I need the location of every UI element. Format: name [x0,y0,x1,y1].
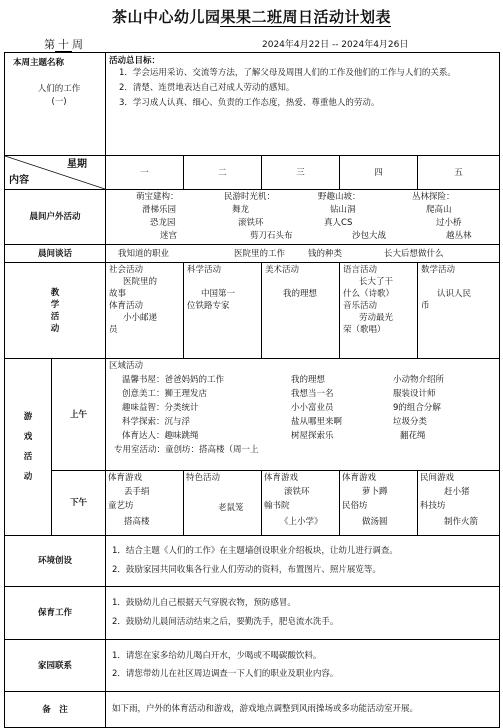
teaching-wednesday: 美术活动 我的理想 [262,263,340,359]
outdoor-item: 滚铁环 [238,218,264,228]
game-label: 游 戏 活 动 [5,359,52,536]
environment-label: 环境创设 [5,536,106,587]
game-am-cell: 区域活动 温馨书屋：爸爸妈妈的工作 我的理想 小动物介绍所 创意美工：狮王理发店 我想当一名 服装设计师 趣味益智：分类统计 小小富业员 9的组合分解 科学探索：沉与浮 盐从哪里来啊 垃圾分类 体育达人：趣味跳绳 树屋探索乐 翻花绳 专用室活动：童创坊：搭高楼（周一上 [106,359,500,471]
talk-cell [106,245,500,263]
week-prefix: 第 [44,38,55,51]
care-label: 保育工作 [5,587,106,640]
talk-item: 长大后想做什么 [384,249,444,259]
goal-item: 1．学会运用采访、交流等方法，了解父母及周围人们的工作及他们的工作与人们的关系。 [119,68,456,78]
outdoor-item: 野趣山坡： [318,192,361,202]
family-cell: 1．请您在家多给幼儿喝白开水，少喝或不喝碳酸饮料。 2．请您带幼儿在社区周边调查一下人们的职业及职业内容。 [106,640,500,692]
talk-row [5,245,500,263]
outdoor-item: 钻山洞 [330,205,356,215]
morning-label: 上午 [52,359,106,471]
day-thursday: 四 [340,156,418,190]
theme-number: (一) [51,97,67,107]
plan-table [4,52,500,728]
environment-row [5,536,500,587]
outdoor-item: 爬高山 [426,205,452,215]
outdoor-item: 过小桥 [436,218,462,228]
week-number: 十 [55,38,72,52]
kindergarten-name: 茶山中心幼儿园 [111,8,221,26]
afternoon-label: 下午 [52,471,106,536]
care-row [5,587,500,640]
teaching-friday: 数学活动 认识人民 币 [418,263,500,359]
outdoor-label: 晨间户外活动 [5,190,106,245]
care-cell: 1．鼓励幼儿自己根据天气穿脱衣物，预防感冒。 2．鼓励幼儿晨间活动结束之后，要勤洗手，肥皂流水洗手。 [106,587,500,640]
title-suffix: 班周日活动计划表 [267,8,392,26]
goal-item: 3．学习成人认真、细心、负责的工作态度，热爱、尊重他人的劳动。 [119,98,380,108]
weekday-label: 星期 [67,159,88,170]
family-row [5,640,500,692]
day-tuesday: 二 [184,156,262,190]
note-cell: 如下雨，户外的体育活动和游戏，游戏地点调整到风雨操场或多功能活动室开展。 [106,692,500,728]
game-pm-tuesday: 特色活动 老鼠笼 [184,471,262,536]
outdoor-item: 剪刀石头布 [250,231,293,241]
theme-label: 本周主题名称 [13,58,65,68]
goal-item: 2．清楚、连贯地表达自己对成人劳动的感知。 [119,83,295,93]
teaching-row [5,263,500,359]
teaching-tuesday: 科学活动 中国第一 位铁路专家 [184,263,262,359]
theme-cell [5,53,106,156]
day-friday: 五 [418,156,500,190]
week-label [44,36,83,52]
date-range: 2024年4月22日 -- 2024年4月26日 [262,40,409,50]
outdoor-item: 丛林探险： [412,192,455,202]
game-pm-friday: 民间游戏 赶小猪 科技坊 制作火箭 [418,471,500,536]
outdoor-item: 恐龙园 [150,218,176,228]
outdoor-item: 真人CS [324,218,353,228]
game-am-row [5,359,500,471]
teaching-monday: 社会活动 医院里的 故事 体育活动 小小邮递 员 [106,263,184,359]
outdoor-item: 滑梯乐园 [142,205,177,215]
day-header-corner [5,156,106,190]
game-pm-monday: 体育游戏 丢手绢 童艺坊 搭高楼 [106,471,184,536]
outdoor-item: 越丛林 [446,231,472,241]
talk-item: 我知道的职业 [118,249,170,259]
teaching-thursday: 语言活动 长大了干 什么（诗歌） 音乐活动 劳动最光 荣（歌唱） [340,263,418,359]
theme-row [5,53,500,156]
game-pm-wednesday: 体育游戏 滚铁环 翰书院 《上小学》 [262,471,340,536]
note-row [5,692,500,728]
goals-title: 活动总目标： [109,56,161,66]
outdoor-item: 沙包大战 [352,231,387,241]
note-label: 备 注 [5,692,106,728]
game-pm-row [5,471,500,536]
class-name: 果果二 [220,8,267,26]
outdoor-row [5,190,500,245]
outdoor-item: 民游时光机： [224,192,276,202]
environment-cell: 1．结合主题《人们的工作》在主题墙创设职业介绍板块，让幼儿进行调查。 2．鼓励家园共同收集各行业人们劳动的资料，布置图片、照片展览等。 [106,536,500,587]
outdoor-item: 萌宝建构： [136,192,179,202]
outdoor-item: 舞龙 [232,205,250,215]
outdoor-cell [106,190,500,245]
week-suffix: 周 [72,38,83,51]
family-label: 家园联系 [5,640,106,692]
day-monday: 一 [106,156,184,190]
teaching-label: 教 学 活 动 [5,263,106,359]
game-pm-thursday: 体育游戏 萝卜蹲 民俗坊 做汤圆 [340,471,418,536]
outdoor-item: 迷宫 [160,231,178,241]
talk-label: 晨间谈话 [5,245,106,263]
day-wednesday: 三 [262,156,340,190]
theme-name: 人们的工作 [37,84,81,94]
talk-item: 医院里的工作 [234,249,286,259]
page-title [0,6,503,27]
talk-item: 钱的种类 [308,249,343,259]
goals-cell [106,53,500,156]
content-label: 内容 [9,175,29,186]
day-header-row [5,156,500,190]
